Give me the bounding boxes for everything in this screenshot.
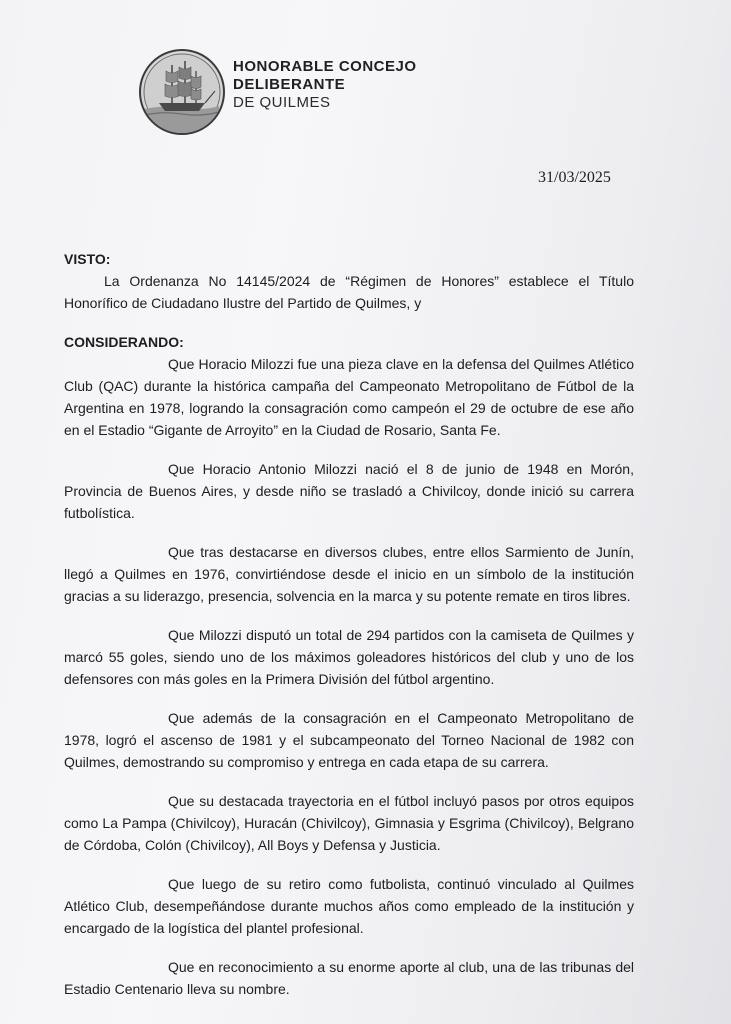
org-name-line1: HONORABLE CONCEJO — [233, 58, 417, 75]
visto-paragraph: La Ordenanza No 14145/2024 de “Régimen de Honores” establece el Título Honorífico de Ciudadano Ilustre del Partido de Quilmes, y — [64, 273, 634, 311]
considerando-paragraph: Que Horacio Milozzi fue una pieza clave en la defensa del Quilmes Atlético Club (QAC) durante la histórica campaña del Campeonato Metropolitano de Fútbol de la Argentina en 1978, logrando la consagración como campeón el 29 de octubre de ese año en el Estadio “Gigante de Arroyito” en la Ciudad de Rosario, Santa Fe. — [64, 356, 634, 438]
org-name-line3: DE QUILMES — [233, 94, 331, 111]
considerando-paragraph: Que Horacio Antonio Milozzi nació el 8 de junio de 1948 en Morón, Provincia de Buenos Aires, y desde niño se trasladó a Chivilcoy, donde inició su carrera futbolística. — [64, 461, 634, 521]
considerando-paragraph: Que además de la consagración en el Campeonato Metropolitano de 1978, logró el ascenso de 1981 y el subcampeonato del Torneo Nacional de 1982 con Quilmes, demostrando su compromiso y entrega en cada etapa de su carrera. — [64, 710, 634, 770]
considerando-paragraph: Que Milozzi disputó un total de 294 partidos con la camiseta de Quilmes y marcó 55 goles, siendo uno de los máximos goleadores históricos del club y uno de los defensores con más goles en la Primera División del fútbol argentino. — [64, 627, 634, 687]
considerando-paragraph: Que en reconocimiento a su enorme aporte al club, una de las tribunas del Estadio Centenario lleva su nombre. — [64, 959, 634, 997]
considerando-paragraph: Que tras destacarse en diversos clubes, entre ellos Sarmiento de Junín, llegó a Quilmes en 1976, convirtiéndose desde el inicio en un símbolo de la institución gracias a su liderazgo, presencia, solvencia en la marca y su potente remate en tiros libres. — [64, 544, 634, 604]
visto-heading: VISTO: — [64, 251, 111, 267]
document-date: 31/03/2025 — [538, 169, 611, 186]
ship-seal-icon — [139, 49, 225, 135]
considerando-paragraph: Que su destacada trayectoria en el fútbol incluyó pasos por otros equipos como La Pampa (Chivilcoy), Huracán (Chivilcoy), Gimnasia y Esgrima (Chivilcoy), Belgrano de Córdoba, Colón (Chivilcoy), All Boys y Defensa y Justicia. — [64, 793, 634, 853]
document-body — [64, 248, 634, 1000]
considerando-heading: CONSIDERANDO: — [64, 334, 184, 350]
organization-name — [233, 58, 417, 112]
considerando-paragraph: Que luego de su retiro como futbolista, continuó vinculado al Quilmes Atlético Club, desempeñándose durante muchos años como empleado de la institución y encargado de la logística del plantel profesional. — [64, 876, 634, 936]
org-name-line2: DELIBERANTE — [233, 76, 346, 93]
